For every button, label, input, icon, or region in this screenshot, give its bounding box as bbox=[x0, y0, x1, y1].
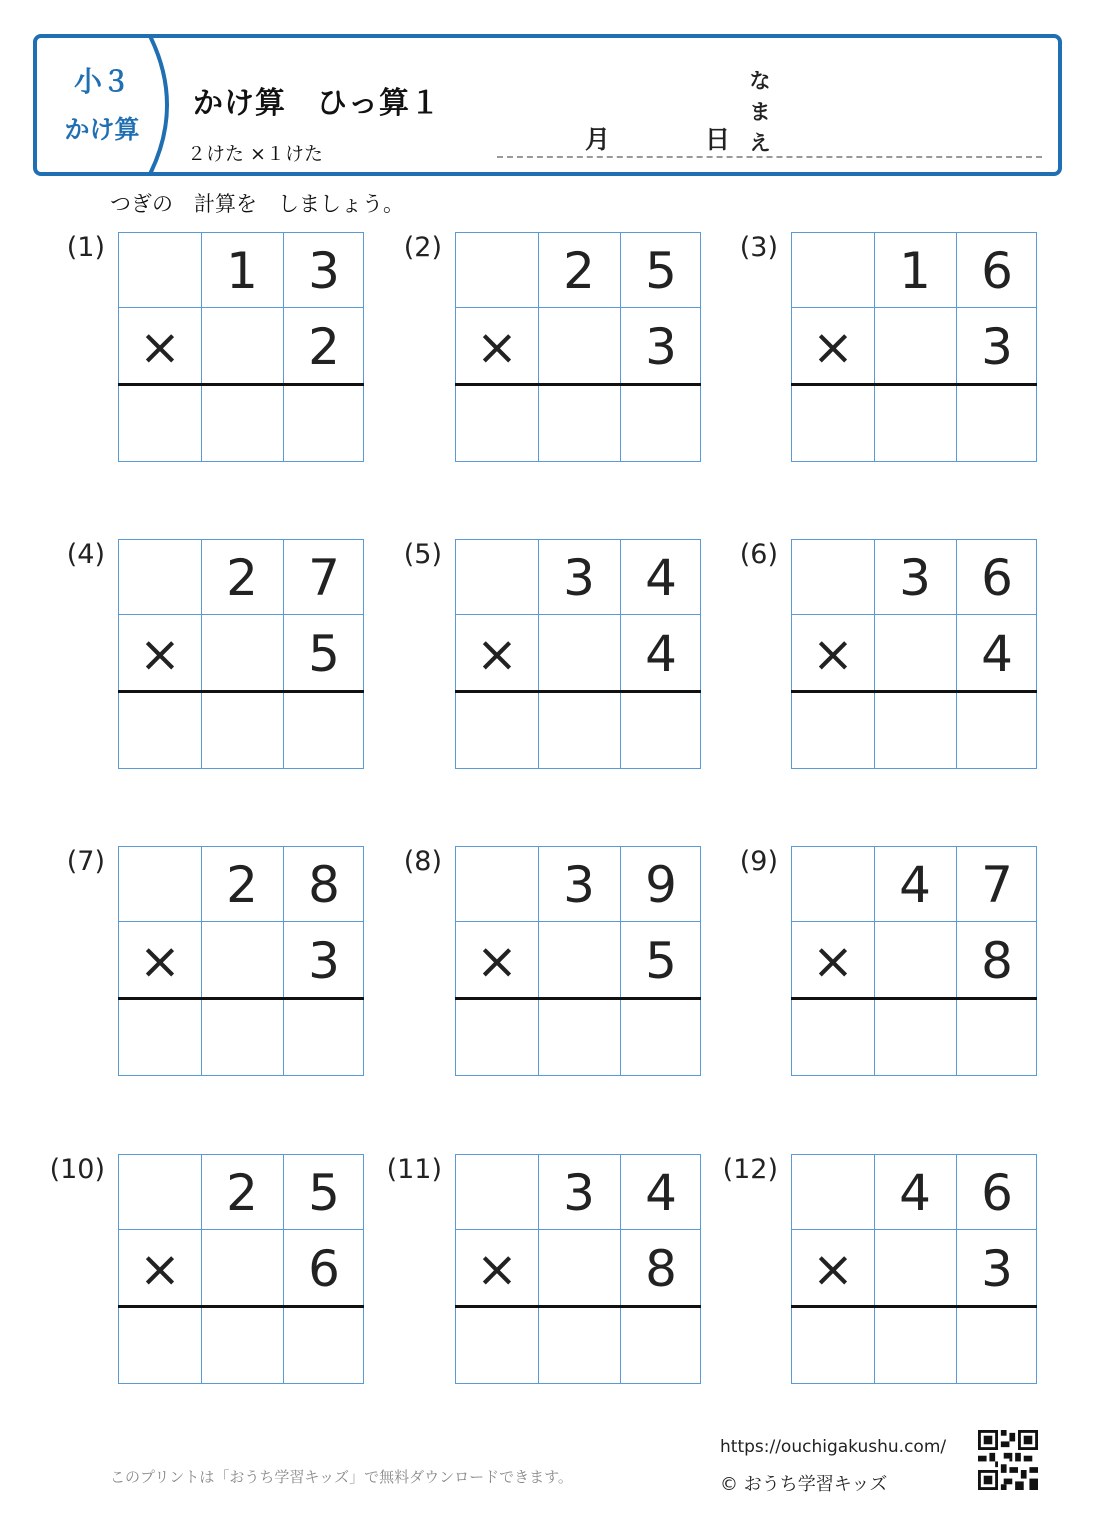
copyright-text: © おうち学習キッズ bbox=[720, 1474, 888, 1495]
digit-cell bbox=[538, 1231, 620, 1307]
name-char: な bbox=[749, 69, 771, 93]
footer-note: このプリントは「おうち学習キッズ」で無料ダウンロードできます。 bbox=[110, 1468, 573, 1486]
name-char: ま bbox=[749, 100, 771, 124]
digit-cell bbox=[538, 616, 620, 692]
calc-grid bbox=[455, 846, 701, 1076]
answer-cell[interactable] bbox=[456, 1307, 538, 1383]
answer-cell[interactable] bbox=[956, 1307, 1038, 1383]
answer-cell[interactable] bbox=[456, 999, 538, 1075]
problem-number: (2) bbox=[403, 232, 442, 263]
digit-cell: 7 bbox=[981, 856, 1013, 914]
digit-cell: 4 bbox=[981, 625, 1013, 683]
digit-cell: 3 bbox=[645, 318, 677, 376]
digit-cell: 7 bbox=[308, 549, 340, 607]
answer-cell[interactable] bbox=[956, 999, 1038, 1075]
answer-cell[interactable] bbox=[538, 999, 620, 1075]
multiply-sign: × bbox=[139, 625, 181, 683]
digit-cell: 4 bbox=[899, 856, 931, 914]
header-box bbox=[33, 34, 1062, 176]
digit-cell: 4 bbox=[645, 1164, 677, 1222]
answer-cell[interactable] bbox=[620, 999, 702, 1075]
digit-cell bbox=[201, 1231, 283, 1307]
problem-number: (1) bbox=[66, 232, 105, 263]
digit-cell bbox=[874, 923, 956, 999]
problem-9 bbox=[716, 846, 1036, 1078]
digit-cell bbox=[538, 923, 620, 999]
problem-number: (11) bbox=[386, 1154, 442, 1185]
digit-cell: 8 bbox=[308, 856, 340, 914]
digit-cell: 6 bbox=[981, 1164, 1013, 1222]
digit-cell bbox=[201, 616, 283, 692]
problem-8 bbox=[380, 846, 700, 1078]
digit-cell: 1 bbox=[899, 242, 931, 300]
multiply-sign: × bbox=[812, 625, 854, 683]
digit-cell: 3 bbox=[981, 318, 1013, 376]
digit-cell: 4 bbox=[645, 549, 677, 607]
problem-11 bbox=[380, 1154, 700, 1386]
calc-grid bbox=[791, 232, 1037, 462]
digit-cell bbox=[456, 1155, 538, 1231]
problem-number: (4) bbox=[66, 539, 105, 570]
digit-cell: 2 bbox=[563, 242, 595, 300]
digit-cell bbox=[792, 233, 874, 309]
digit-cell: 8 bbox=[981, 932, 1013, 990]
digit-cell bbox=[456, 847, 538, 923]
problem-number: (10) bbox=[49, 1154, 105, 1185]
digit-cell bbox=[874, 309, 956, 385]
digit-cell: 5 bbox=[645, 242, 677, 300]
calc-grid bbox=[118, 232, 364, 462]
digit-cell: 8 bbox=[645, 1240, 677, 1298]
digit-cell: 2 bbox=[226, 1164, 258, 1222]
answer-cell[interactable] bbox=[620, 692, 702, 768]
problem-2 bbox=[380, 232, 700, 464]
digit-cell bbox=[456, 540, 538, 616]
digit-cell: 4 bbox=[645, 625, 677, 683]
qr-code-icon[interactable] bbox=[978, 1430, 1038, 1490]
digit-cell: 5 bbox=[308, 625, 340, 683]
digit-cell: 3 bbox=[563, 856, 595, 914]
multiply-sign: × bbox=[476, 932, 518, 990]
answer-cell[interactable] bbox=[456, 692, 538, 768]
digit-cell bbox=[456, 233, 538, 309]
digit-cell: 4 bbox=[899, 1164, 931, 1222]
answer-cell[interactable] bbox=[792, 385, 874, 461]
digit-cell: 3 bbox=[563, 1164, 595, 1222]
digit-cell: 2 bbox=[226, 856, 258, 914]
problem-number: (12) bbox=[722, 1154, 778, 1185]
answer-cell[interactable] bbox=[874, 692, 956, 768]
name-char: え bbox=[749, 131, 771, 155]
calc-grid bbox=[791, 539, 1037, 769]
answer-cell[interactable] bbox=[620, 1307, 702, 1383]
calc-grid bbox=[791, 846, 1037, 1076]
problem-number: (7) bbox=[66, 846, 105, 877]
answer-cell[interactable] bbox=[456, 385, 538, 461]
problem-1 bbox=[43, 232, 363, 464]
answer-cell[interactable] bbox=[792, 999, 874, 1075]
answer-cell[interactable] bbox=[874, 385, 956, 461]
problem-3 bbox=[716, 232, 1036, 464]
problem-6 bbox=[716, 539, 1036, 771]
digit-cell: 2 bbox=[308, 318, 340, 376]
multiply-sign: × bbox=[812, 1240, 854, 1298]
answer-cell[interactable] bbox=[119, 385, 201, 461]
answer-cell[interactable] bbox=[201, 1307, 283, 1383]
name-date-line[interactable] bbox=[497, 156, 1042, 158]
digit-cell bbox=[792, 847, 874, 923]
multiply-sign: × bbox=[476, 318, 518, 376]
digit-cell bbox=[119, 1155, 201, 1231]
calc-grid bbox=[118, 846, 364, 1076]
answer-cell[interactable] bbox=[620, 385, 702, 461]
digit-cell: 6 bbox=[308, 1240, 340, 1298]
grade-label: 小３ bbox=[73, 65, 130, 98]
problem-number: (6) bbox=[739, 539, 778, 570]
answer-cell[interactable] bbox=[283, 692, 365, 768]
problem-4 bbox=[43, 539, 363, 771]
calc-grid bbox=[455, 539, 701, 769]
calc-grid bbox=[118, 1154, 364, 1384]
answer-cell[interactable] bbox=[956, 692, 1038, 768]
name-label bbox=[745, 66, 775, 159]
answer-cell[interactable] bbox=[119, 999, 201, 1075]
problem-10 bbox=[43, 1154, 363, 1386]
digit-cell bbox=[792, 540, 874, 616]
digit-cell: 3 bbox=[308, 242, 340, 300]
calc-grid bbox=[455, 232, 701, 462]
problem-5 bbox=[380, 539, 700, 771]
multiply-sign: × bbox=[476, 625, 518, 683]
answer-cell[interactable] bbox=[792, 692, 874, 768]
answer-cell[interactable] bbox=[283, 1307, 365, 1383]
problem-12 bbox=[716, 1154, 1036, 1386]
problem-number: (8) bbox=[403, 846, 442, 877]
digit-cell bbox=[119, 540, 201, 616]
digit-cell bbox=[119, 233, 201, 309]
answer-cell[interactable] bbox=[538, 385, 620, 461]
digit-cell: 3 bbox=[981, 1240, 1013, 1298]
month-label: 月 bbox=[585, 125, 611, 154]
answer-cell[interactable] bbox=[119, 692, 201, 768]
digit-cell: 6 bbox=[981, 242, 1013, 300]
problem-number: (9) bbox=[739, 846, 778, 877]
answer-cell[interactable] bbox=[283, 999, 365, 1075]
answer-cell[interactable] bbox=[201, 999, 283, 1075]
digit-cell: 1 bbox=[226, 242, 258, 300]
category-label: かけ算 bbox=[64, 115, 140, 144]
page-title: かけ算 ひっ算１ bbox=[193, 86, 441, 121]
day-label: 日 bbox=[705, 125, 731, 154]
digit-cell: 5 bbox=[645, 932, 677, 990]
problem-number: (5) bbox=[403, 539, 442, 570]
calc-grid bbox=[455, 1154, 701, 1384]
calc-grid bbox=[118, 539, 364, 769]
multiply-sign: × bbox=[812, 318, 854, 376]
digit-cell bbox=[874, 1231, 956, 1307]
multiply-sign: × bbox=[139, 932, 181, 990]
digit-cell: 9 bbox=[645, 856, 677, 914]
digit-cell bbox=[201, 309, 283, 385]
calc-grid bbox=[791, 1154, 1037, 1384]
digit-cell: 3 bbox=[899, 549, 931, 607]
problem-number: (3) bbox=[739, 232, 778, 263]
answer-cell[interactable] bbox=[956, 385, 1038, 461]
digit-cell: 2 bbox=[226, 549, 258, 607]
site-url[interactable]: https://ouchigakushu.com/ bbox=[720, 1437, 947, 1457]
digit-cell bbox=[792, 1155, 874, 1231]
digit-cell bbox=[119, 847, 201, 923]
instruction-text: つぎの 計算を しましょう。 bbox=[110, 192, 404, 216]
answer-cell[interactable] bbox=[201, 385, 283, 461]
digit-cell: 5 bbox=[308, 1164, 340, 1222]
multiply-sign: × bbox=[812, 932, 854, 990]
digit-cell: 6 bbox=[981, 549, 1013, 607]
multiply-sign: × bbox=[139, 1240, 181, 1298]
grade-badge-divider bbox=[37, 38, 197, 176]
multiply-sign: × bbox=[476, 1240, 518, 1298]
problem-7 bbox=[43, 846, 363, 1078]
answer-cell[interactable] bbox=[201, 692, 283, 768]
answer-cell[interactable] bbox=[283, 385, 365, 461]
digit-cell: 3 bbox=[563, 549, 595, 607]
digit-cell: 3 bbox=[308, 932, 340, 990]
digit-cell bbox=[201, 923, 283, 999]
answer-cell[interactable] bbox=[792, 1307, 874, 1383]
page-subtitle: ２けた ×１けた bbox=[187, 143, 323, 165]
answer-cell[interactable] bbox=[874, 999, 956, 1075]
digit-cell bbox=[538, 309, 620, 385]
answer-cell[interactable] bbox=[538, 692, 620, 768]
answer-cell[interactable] bbox=[119, 1307, 201, 1383]
answer-cell[interactable] bbox=[538, 1307, 620, 1383]
answer-cell[interactable] bbox=[874, 1307, 956, 1383]
multiply-sign: × bbox=[139, 318, 181, 376]
digit-cell bbox=[874, 616, 956, 692]
